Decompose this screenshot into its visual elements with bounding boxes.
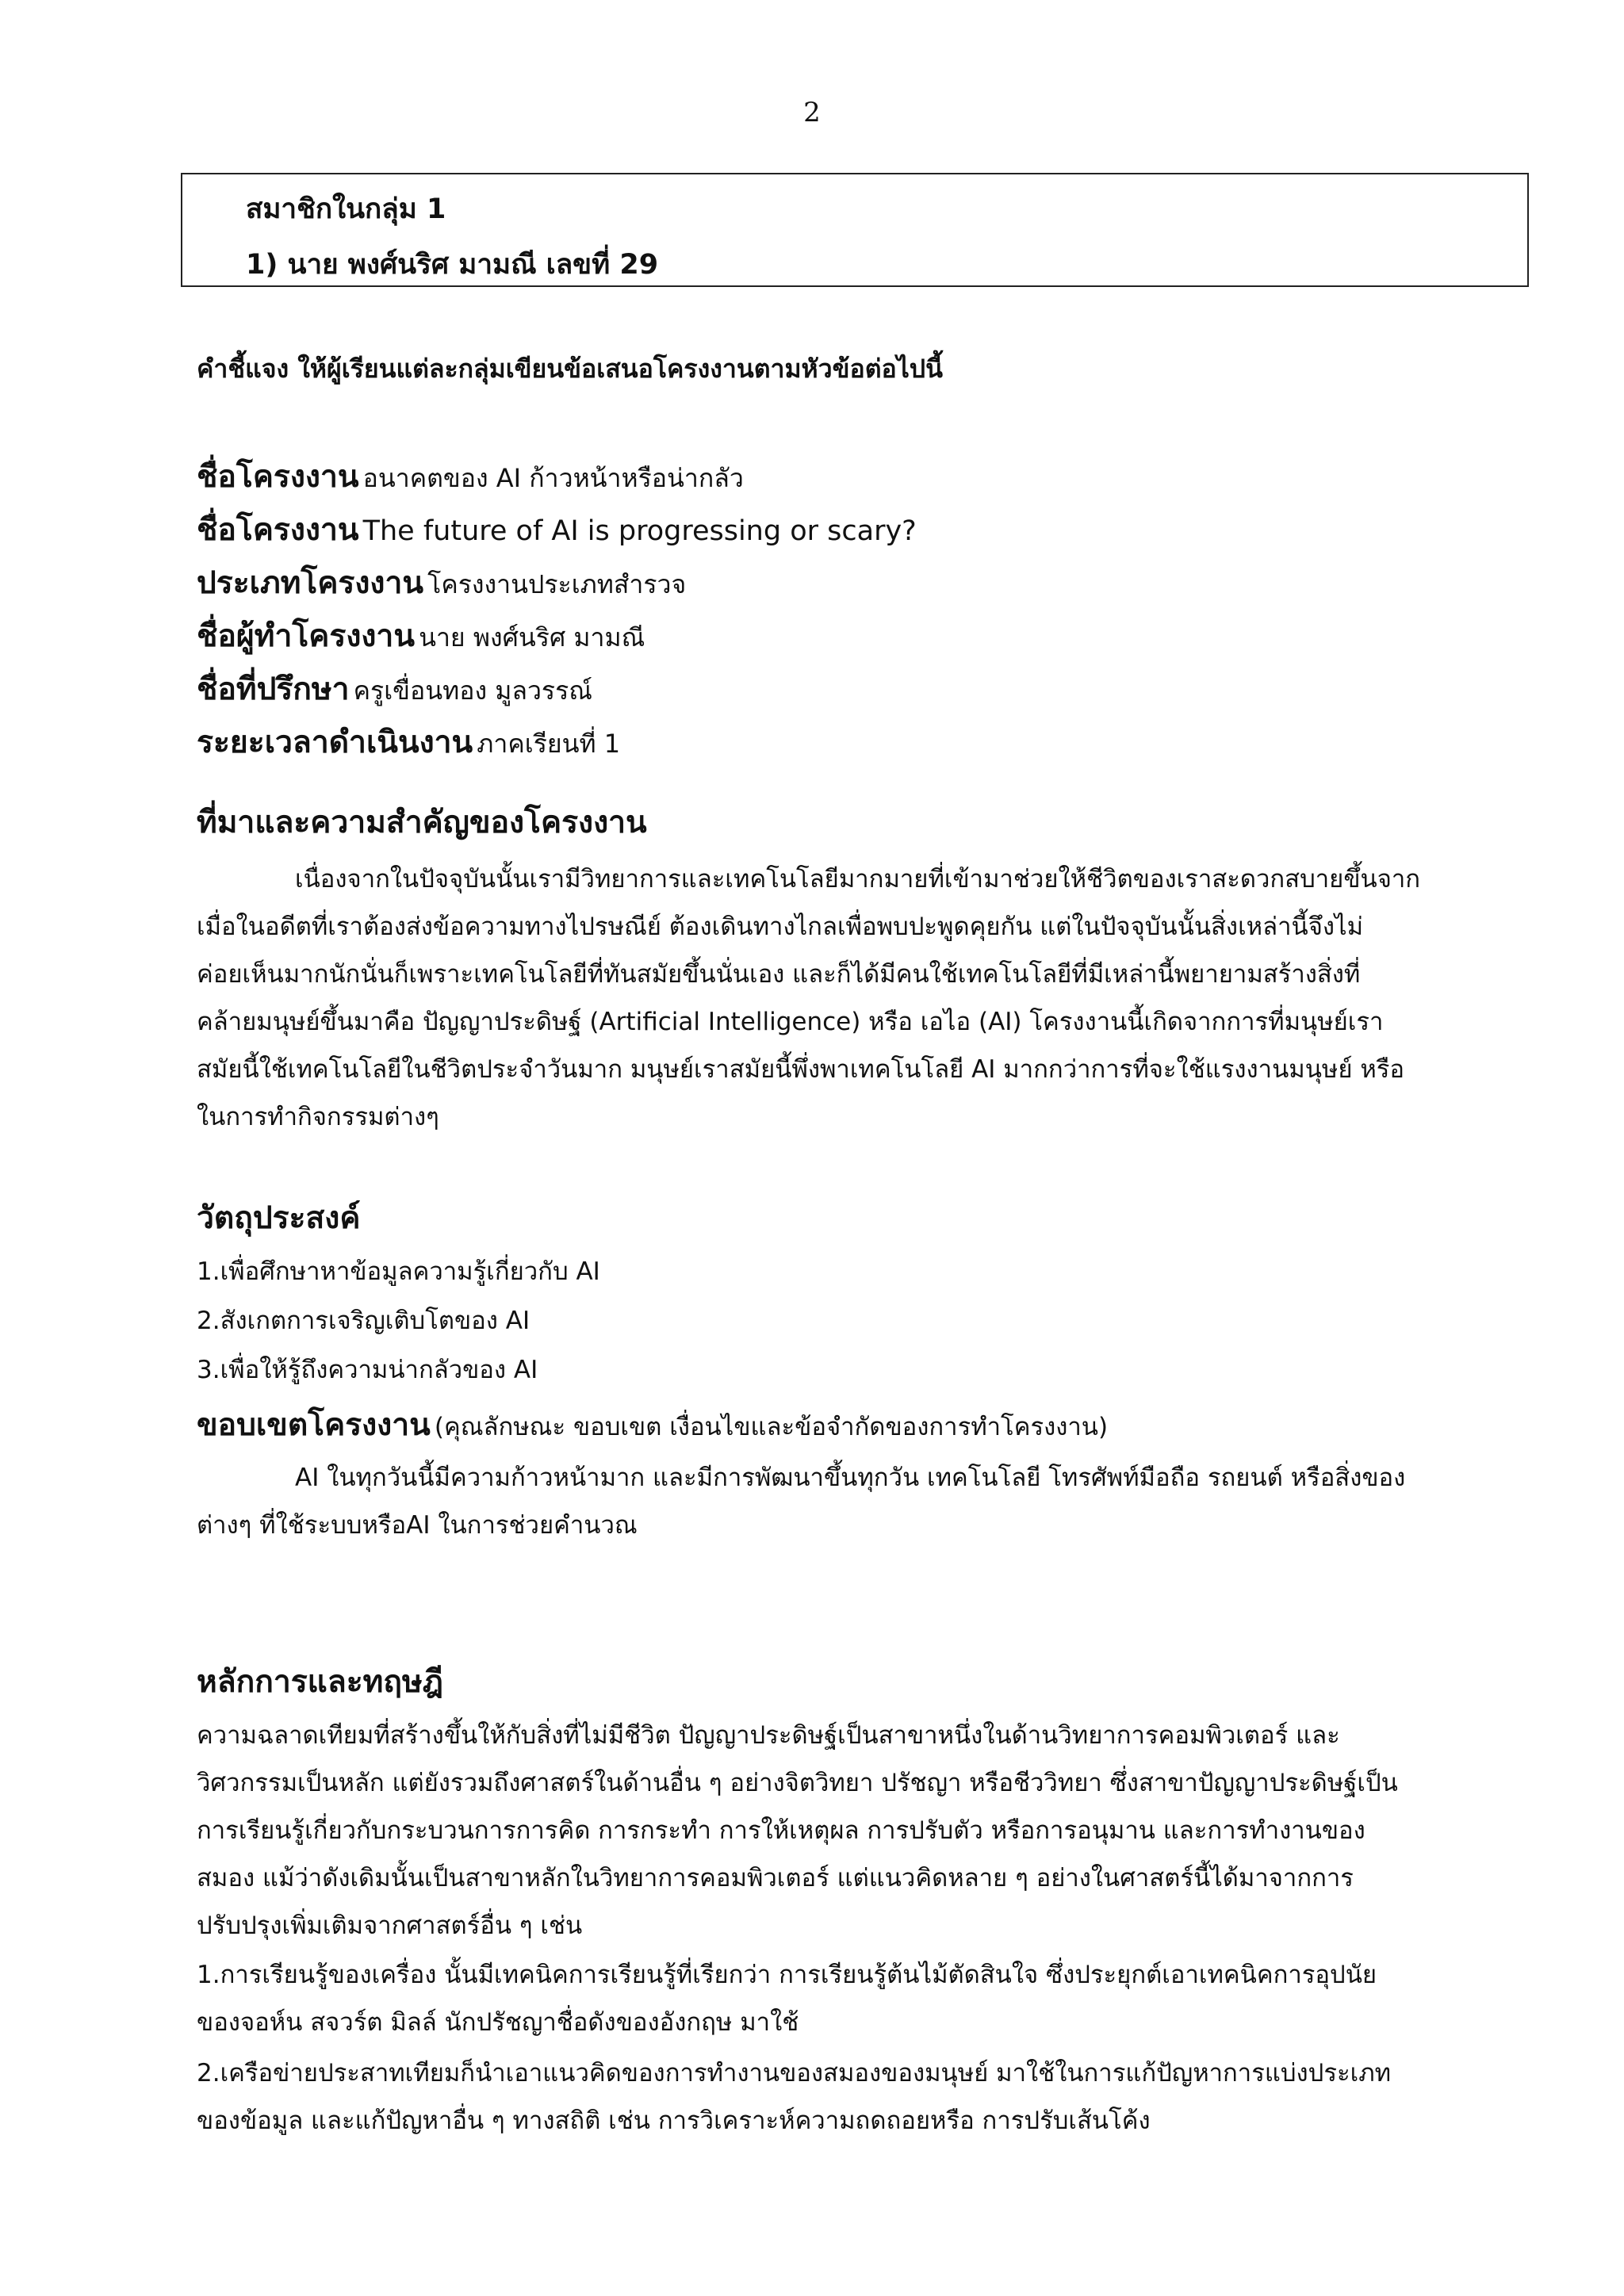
background-line: คล้ายมนุษย์ขึ้นมาคือ ปัญญาประดิษฐ์ (Artificial Intelligence) หรือ เอไอ (AI) โครงงานนี้เกิดจากการที่มนุษย์เรา	[197, 1008, 1384, 1036]
theory-line: ของข้อมูล และแก้ปัญหาอื่น ๆ ทางสถิติ เช่น การวิเคราะห์ความถดถอยหรือ การปรับเส้นโค้ง	[197, 2107, 1151, 2135]
instruction: คำชี้แจง ให้ผู้เรียนแต่ละกลุ่มเขียนข้อเสนอโครงงานตามหัวข้อต่อไปนี้	[197, 354, 943, 384]
theory-heading: หลักการและทฤษฎี	[197, 1664, 443, 1700]
field-name-en-label: ชื่อโครงงาน	[197, 512, 359, 548]
scope-heading: ขอบเขตโครงงาน	[197, 1407, 431, 1443]
background-line: ค่อยเห็นมากนักนั่นก็เพราะเทคโนโลยีที่ทันสมัยขึ้นนั่นเอง และก็ได้มีคนใช้เทคโนโลยีที่มีเหล่านี้พยายามสร้างสิ่งที่	[197, 960, 1361, 989]
field-advisor	[197, 664, 592, 714]
theory-line: ของจอห์น สจวร์ต มิลล์ นักปรัชญาชื่อดังของอังกฤษ มาใช้	[197, 2008, 799, 2037]
background-line: ในการทำกิจกรรมต่างๆ	[197, 1103, 439, 1131]
objective-item: 1.เพื่อศึกษาหาข้อมูลความรู้เกี่ยวกับ AI	[197, 1257, 600, 1286]
page-number: 2	[803, 97, 821, 128]
field-name-th-value: อนาคตของ AI ก้าวหน้าหรือน่ากลัว	[362, 463, 744, 493]
scope-line: ต่างๆ ที่ใช้ระบบหรือAI ในการช่วยคำนวณ	[197, 1511, 638, 1540]
background-heading: ที่มาและความสำคัญของโครงงาน	[197, 805, 647, 840]
field-advisor-value: ครูเขื่อนทอง มูลวรรณ์	[353, 675, 592, 706]
objectives-heading: วัตถุประสงค์	[197, 1200, 361, 1236]
scope-subheading: (คุณลักษณะ ขอบเขต เงื่อนไขและข้อจำกัดของการทำโครงงาน)	[434, 1413, 1109, 1441]
field-name-th	[197, 452, 744, 501]
background-line: สมัยนี้ใช้เทคโนโลยีในชีวิตประจำวันมาก มนุษย์เราสมัยนี้พึ่งพาเทคโนโลยี AI มากกว่าการที่จะใช้แรงงานมนุษย์ หรือ	[197, 1055, 1405, 1084]
field-name-th-label: ชื่อโครงงาน	[197, 459, 359, 495]
field-name-en	[197, 505, 917, 554]
field-name-en-value: The future of AI is progressing or scary?	[362, 515, 917, 547]
objective-item: 2.สังเกตการเจริญเติบโตของ AI	[197, 1307, 530, 1335]
theory-line: 1.การเรียนรู้ของเครื่อง นั้นมีเทคนิคการเรียนรู้ที่เรียกว่า การเรียนรู้ต้นไม้ตัดสินใจ ซึ่งประยุกต์เอาเทคนิคการอุปนัย	[197, 1961, 1377, 1989]
theory-line: สมอง แม้ว่าดังเดิมนั้นเป็นสาขาหลักในวิทยาการคอมพิวเตอร์ แต่แนวคิดหลาย ๆ อย่างในศาสตร์นี้ได้มาจากการ	[197, 1864, 1354, 1892]
member-1: 1) นาย พงศ์นริศ มามณี เลขที่ 29	[246, 249, 659, 281]
field-author	[197, 611, 645, 660]
field-type-label: ประเภทโครงงาน	[197, 565, 424, 601]
field-author-label: ชื่อผู้ทำโครงงาน	[197, 618, 415, 654]
theory-line: ความฉลาดเทียมที่สร้างขึ้นให้กับสิ่งที่ไม่มีชีวิต ปัญญาประดิษฐ์เป็นสาขาหนึ่งในด้านวิทยาการคอมพิวเตอร์ และ	[197, 1721, 1340, 1750]
background-line: เนื่องจากในปัจจุบันนั้นเรามีวิทยาการและเทคโนโลยีมากมายที่เข้ามาช่วยให้ชีวิตของเราสะดวกสบายขึ้นจาก	[295, 865, 1421, 894]
field-type	[197, 558, 686, 607]
field-advisor-label: ชื่อที่ปรึกษา	[197, 672, 350, 707]
theory-line: วิศวกรรมเป็นหลัก แต่ยังรวมถึงศาสตร์ในด้านอื่น ๆ อย่างจิตวิทยา ปรัชญา หรือชีววิทยา ซึ่งสาขาปัญญาประดิษฐ์เป็น	[197, 1769, 1398, 1797]
field-period	[197, 718, 620, 767]
field-type-value: โครงงานประเภทสำรวจ	[427, 569, 687, 599]
theory-line: 2.เครือข่ายประสาทเทียมก็นำเอาแนวคิดของการทำงานของสมองของมนุษย์ มาใช้ในการแก้ปัญหาการแบ่งประเภท	[197, 2059, 1392, 2087]
members-title: สมาชิกในกลุ่ม 1	[246, 193, 446, 225]
theory-line: ปรับปรุงเพิ่มเติมจากศาสตร์อื่น ๆ เช่น	[197, 1911, 583, 1940]
scope-line: AI ในทุกวันนี้มีความก้าวหน้ามาก และมีการพัฒนาขึ้นทุกวัน เทคโนโลยี โทรศัพท์มือถือ รถยนต์ หรือสิ่งของ	[295, 1464, 1406, 1492]
scope-heading-row	[197, 1400, 1108, 1449]
objective-item: 3.เพื่อให้รู้ถึงความน่ากลัวของ AI	[197, 1356, 538, 1384]
background-line: เมื่อในอดีตที่เราต้องส่งข้อความทางไปรษณีย์ ต้องเดินทางไกลเพื่อพบปะพูดคุยกัน แต่ในปัจจุบันนั้นสิ่งเหล่านี้จึงไม่	[197, 913, 1364, 941]
field-author-value: นาย พงศ์นริศ มามณี	[419, 622, 645, 652]
theory-line: การเรียนรู้เกี่ยวกับกระบวนการการคิด การกระทำ การให้เหตุผล การปรับตัว หรือการอนุมาน และการทำงานของ	[197, 1816, 1365, 1845]
field-period-label: ระยะเวลาดำเนินงาน	[197, 725, 473, 760]
field-period-value: ภาคเรียนที่ 1	[477, 729, 621, 759]
